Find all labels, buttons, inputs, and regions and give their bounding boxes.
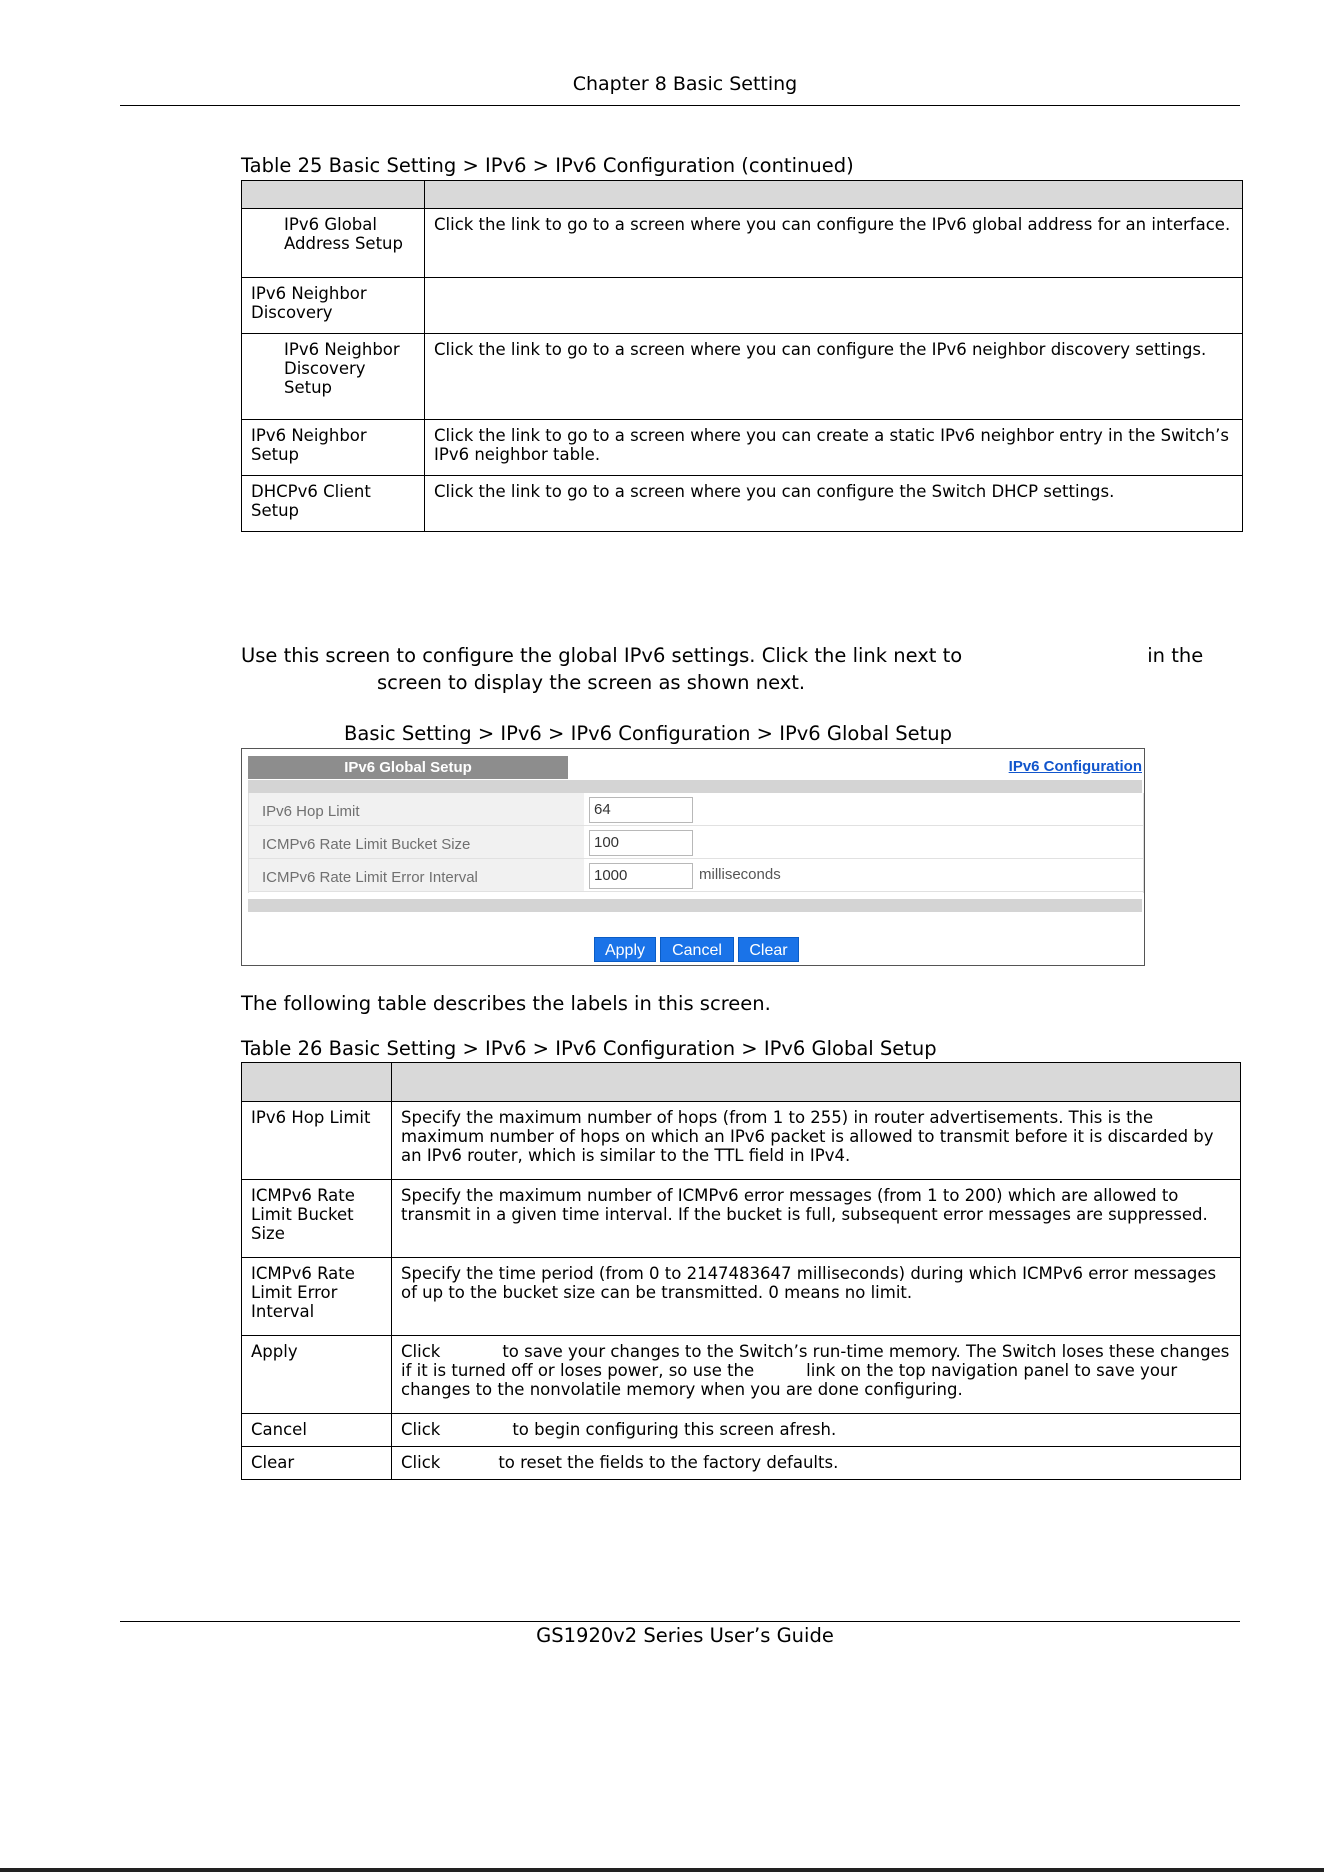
row-label: IPv6 Hop Limit: [242, 1102, 392, 1180]
intro-line2: screen to display the screen as shown next.: [377, 671, 806, 694]
footer-rule: [120, 1621, 1240, 1622]
top-band: [248, 780, 1142, 793]
table25: [241, 180, 1243, 532]
row-desc: Specify the time period (from 0 to 2147483647 milliseconds) during which ICMPv6 error messages of up to the bucket size can be transmitted. 0 means no limit.: [392, 1258, 1241, 1336]
settings-panel: [248, 793, 1144, 893]
row-label: ICMPv6 Rate Limit Error Interval: [242, 1258, 392, 1336]
table26-caption: Table 26 Basic Setting > IPv6 > IPv6 Configuration > IPv6 Global Setup: [241, 1037, 937, 1060]
row-label: ICMPv6 Rate Limit Bucket Size: [242, 1180, 392, 1258]
hop-limit-label: IPv6 Hop Limit: [249, 793, 584, 825]
row-label: Clear: [242, 1447, 392, 1480]
clear-desc-b: to reset the fields to the factory defaults.: [498, 1453, 839, 1472]
footer-guide-title: GS1920v2 Series User’s Guide: [536, 1624, 834, 1647]
row-label: IPv6 Neighbor Discovery: [242, 278, 425, 334]
row-desc: [392, 1414, 1241, 1447]
page-edge: [0, 1868, 1324, 1872]
table-row: [242, 1447, 1241, 1480]
row-desc: Click the link to go to a screen where you can configure the IPv6 neighbor discovery settings.: [425, 334, 1243, 420]
bucket-size-row: [249, 826, 1143, 859]
bottom-band: [248, 899, 1142, 912]
table-row: [242, 420, 1243, 476]
table-row: [242, 278, 1243, 334]
error-interval-row: [249, 859, 1143, 892]
error-interval-input[interactable]: 1000: [589, 863, 693, 889]
row-label: Cancel: [242, 1414, 392, 1447]
apply-desc-a: Click: [401, 1342, 441, 1361]
following-text: The following table describes the labels in this screen.: [241, 992, 771, 1015]
cancel-button[interactable]: Cancel: [660, 937, 734, 962]
bucket-size-label: ICMPv6 Rate Limit Bucket Size: [249, 826, 584, 858]
table-row: [242, 209, 1243, 278]
intro-line1b: in the: [1147, 644, 1204, 667]
table-row: [242, 1336, 1241, 1414]
row-label: IPv6 Neighbor Setup: [242, 420, 425, 476]
row-desc: Specify the maximum number of hops (from 1 to 255) in router advertisements. This is the maximum number of hops on which an IPv6 packet is allowed to transmit before it is discarded by an IPv6 router, which is similar to the TTL field in IPv4.: [392, 1102, 1241, 1180]
cancel-desc-b: to begin configuring this screen afresh.: [512, 1420, 837, 1439]
clear-desc-a: Click: [401, 1453, 441, 1472]
screen-title-tab: IPv6 Global Setup: [248, 756, 568, 779]
table26-header-desc: [392, 1063, 1241, 1102]
ipv6-configuration-link[interactable]: IPv6 Configuration: [1008, 758, 1142, 775]
table25-header-label: [242, 181, 425, 209]
apply-desc-b: to save your changes to the Switch’s run-time memory. The Switch loses these changes if it is turned off or loses power, so use the: [401, 1342, 1230, 1380]
clear-button[interactable]: Clear: [738, 937, 799, 962]
apply-desc-c: link on the top navigation panel to save your changes to the nonvolatile memory when you are done configuring.: [401, 1361, 1178, 1399]
header-rule: [120, 105, 1240, 106]
row-label: Apply: [242, 1336, 392, 1414]
cancel-desc-a: Click: [401, 1420, 441, 1439]
table-row: [242, 334, 1243, 420]
ipv6-global-setup-screenshot: [241, 748, 1145, 966]
row-desc: Click the link to go to a screen where you can configure the IPv6 global address for an interface.: [425, 209, 1243, 278]
hop-limit-row: [249, 793, 1143, 826]
table26: [241, 1062, 1241, 1480]
row-label: DHCPv6 Client Setup: [242, 476, 425, 532]
figure-caption: Basic Setting > IPv6 > IPv6 Configuration > IPv6 Global Setup: [344, 722, 953, 745]
row-desc: [392, 1336, 1241, 1414]
apply-button[interactable]: Apply: [594, 937, 656, 962]
table-row: [242, 476, 1243, 532]
chapter-title: Chapter 8 Basic Setting: [572, 73, 798, 95]
intro-line1a: Use this screen to configure the global IPv6 settings. Click the link next to: [241, 644, 963, 667]
table-row: [242, 1258, 1241, 1336]
table-row: [242, 1414, 1241, 1447]
table26-header-label: [242, 1063, 392, 1102]
hop-limit-input[interactable]: 64: [589, 797, 693, 823]
row-desc: [392, 1447, 1241, 1480]
error-interval-unit: milliseconds: [699, 866, 781, 883]
row-desc: Click the link to go to a screen where you can create a static IPv6 neighbor entry in the Switch’s IPv6 neighbor table.: [425, 420, 1243, 476]
error-interval-label: ICMPv6 Rate Limit Error Interval: [249, 859, 584, 891]
table25-caption: Table 25 Basic Setting > IPv6 > IPv6 Configuration (continued): [241, 154, 854, 177]
row-label: IPv6 Global Address Setup: [242, 209, 425, 278]
row-desc: Specify the maximum number of ICMPv6 error messages (from 1 to 200) which are allowed to transmit in a given time interval. If the bucket is full, subsequent error messages are suppressed.: [392, 1180, 1241, 1258]
intro-paragraph: [241, 642, 1231, 696]
table-row: [242, 1180, 1241, 1258]
row-desc: Click the link to go to a screen where you can configure the Switch DHCP settings.: [425, 476, 1243, 532]
row-label: IPv6 Neighbor Discovery Setup: [242, 334, 425, 420]
table-row: [242, 1102, 1241, 1180]
bucket-size-input[interactable]: 100: [589, 830, 693, 856]
table25-header-desc: [425, 181, 1243, 209]
row-desc: [425, 278, 1243, 334]
